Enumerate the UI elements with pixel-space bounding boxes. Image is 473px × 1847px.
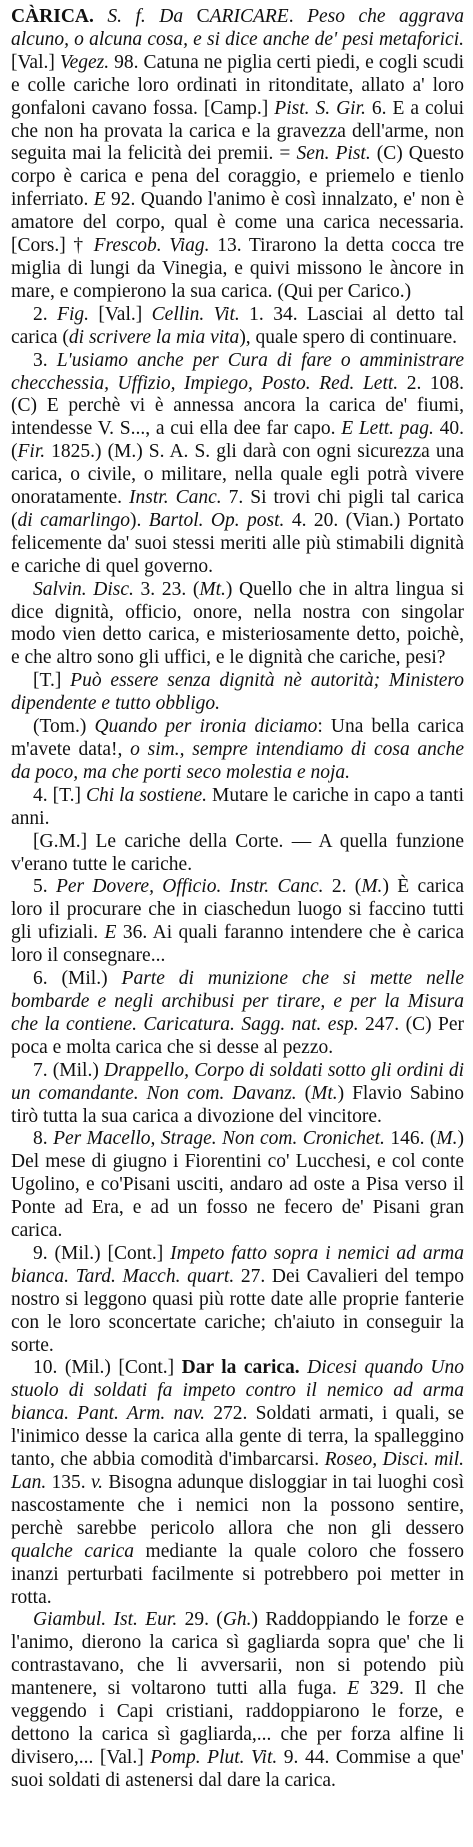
entry-paragraph [11,350,464,579]
text-run: 2. ( [323,876,362,898]
text-run: mediante la quale coloro che fossero inanzi perturbati facilmente si potrebbero poi metter in rotta. [11,1540,464,1608]
text-run: 8. [33,1128,54,1150]
text-run: ) Del mese di giugno i Fiorentini co' Lucchesi, e col conte Ugolino, e co'Pisani usciti, andaro ad oste a Pisa verso il Ponte ad Era, e ad un fosso ne fecero de' Pisani gran carica. [11,1128,465,1242]
text-run: 7. Si trovi chi pigli tal carica ( [11,487,465,531]
italic-text: Mt. [199,578,226,600]
italic-text: Sen. Pist. [296,143,371,165]
italic-text: Gh. [222,1609,252,1631]
text-run: 9. 44. Commise a que' suoi soldati di astenersi dal dare la carica. [11,1746,465,1791]
entry-paragraph [11,1357,464,1609]
text-run: 13. Tirarono la detta cocca tre miglia di lungi da Vinegia, e quivi missono le àncore in mare, e compierono la sua carica. (Qui per Carico.) [11,235,465,302]
text-run: ) Quello che in altra lingua si dice dignità, officio, onore, nella nostra con singolar modo vien detto carica, e misteriosamente detto, poichè, e che altro sono gli uffici, e le dignità che cariche, pesi? [11,578,464,669]
text-run: [Val.] [89,303,152,325]
text-run: 1. 34. Lasciai al detto tal carica ( [11,303,465,348]
text-run: 5. [33,876,56,898]
italic-text: Drappello, Corpo di soldati sotto gli ordini di un comandante. Non com. Davanz. [11,1059,464,1104]
italic-text: L'usiamo anche per Cura di fare o amministrare checchessia, Uffizio, Impiego, Posto. Red. Lett. [11,349,465,394]
italic-text: Dicesi quando Uno stuolo di soldati fa impeto contro il nemico ad arma bianca. Pant. Arm. nav. [11,1357,465,1425]
italic-text: E [104,922,117,944]
text-run: ). [130,509,149,531]
italic-text: Chi la sostiene. [85,784,208,806]
text-run: C [196,6,210,27]
italic-text: Vegez. [59,51,110,73]
text-run: 135. [46,1472,91,1493]
text-run: 3. [33,349,57,371]
entry-paragraph [11,1060,464,1129]
bold-text: Dar la carica. [181,1357,300,1379]
italic-text: o sim., sempre intendiamo di cosa anche da poco, ma che porti seco molestia e noja. [11,739,464,783]
italic-text: E Lett. pag. [341,418,434,440]
italic-text: Instr. Canc. [129,487,222,509]
italic-text: Giambul. Ist. Eur. [33,1609,178,1631]
text-run: [T.] [33,670,71,692]
text-run: . [288,6,308,27]
entry-paragraph [11,785,464,831]
text-run: 272. Soldati armati, i quali, se l'inimico desse la carica alla gente di terra, la spalleggino tanto, che abbia comodità d'imbarcarsi. [11,1403,464,1471]
text-run: ) È carica loro il procurare che in ciaschedun luogo si faccino tutti gli ufiziali. [11,876,465,944]
italic-text: Per Dovere, Officio. Instr. Canc. [55,876,324,898]
text-run: 146. ( [384,1128,437,1150]
italic-text: E [93,189,106,211]
text-run: 4. 20. (Vian.) Portato felicemente da' suoi stessi meriti alle più stimabili dignità e cariche di quel governo. [11,509,464,577]
entry-paragraph [11,1609,464,1792]
entry-paragraph [11,1128,464,1243]
entry-paragraph [11,579,464,671]
text-run: 10. (Mil.) [Cont.] [33,1357,182,1379]
entry-paragraph [11,1243,464,1358]
italic-text: v. [90,1472,104,1493]
text-run: 29. ( [177,1609,223,1631]
entry-paragraph [11,876,464,968]
italic-text: Può essere senza dignità nè autorità; Ministero dipendente e tutto obbligo. [11,670,465,715]
text-run: [Val.] [11,51,60,73]
text-run: 2. [33,303,58,325]
text-run: 329. Il che veggendo i Capi cristiani, raddoppiarono le forze, e dettono la carica sì gagliarda,... che per forza alfine li divisero,... [Val.] [11,1678,464,1768]
text-run: : Una bella carica m'avete data!, [11,716,464,760]
italic-text: M. [436,1128,458,1150]
italic-text: M. [361,876,383,898]
entry-paragraph [11,6,464,304]
text-run: Bisogna adunque disloggiar in tai luoghi così nascostamente che i nemici non la possono sentire, perchè sarebbe pericolo allora che non gli dessero [11,1472,464,1539]
italic-text: di scrivere la mia vita [68,326,240,348]
text-run: 4. [T.] [33,784,86,806]
text-run: 1825.) (M.) S. A. S. gli darà con ogni sicurezza una carica, o civile, o militare, nella quale egli potrà vivere onoratamente. [11,441,464,509]
text-run: 6. E a colui che non ha provata la carica e la gravezza dell'arme, non seguita mai la felicità dei premii. = [11,97,465,165]
italic-text: Roseo, Disci. mil. Lan. [11,1449,464,1493]
italic-text: Frescob. Viag. [93,235,210,257]
italic-text: ARICARE [209,6,289,27]
text-run: ( [296,1082,312,1104]
bold-text: CÀRICA. [11,6,94,27]
italic-text: Pomp. Plut. Vit. [150,1746,278,1768]
italic-text: Cellin. Vit. [151,303,240,325]
text-run: 40. ( [11,418,465,463]
italic-text: Mt. [311,1082,338,1104]
italic-text: di camarlingo [17,509,130,531]
text-run: 92. Quando l'animo è così innalzato, e' non è amatore del corpo, qual è come una carica necessaria. [Cors.] † [11,189,464,257]
text-run: 247. (C) Per poca e molta carica che si desse al pezzo. [11,1013,464,1058]
italic-text: E [347,1678,360,1700]
entry-paragraph [11,670,464,716]
italic-text: Parte di munizione che si mette nelle bombarde e negli archibusi per tirare, e per la Misura che la contiene. Caricatura. Sagg. nat. esp. [11,968,465,1035]
italic-text: Impeto fatto sopra i nemici ad arma bianca. Tard. Macch. quart. [11,1242,464,1287]
italic-text: Salvin. Disc. [33,578,134,600]
entry-paragraph [11,304,464,350]
text-run: ) Raddoppiando le forze e l'animo, dierono la carica sì gagliarda sopra que' che li contrastavano, che li avversarii, non si potendo più mantenere, si voltarono tutti alla fuga. [11,1609,464,1700]
italic-text: Fir. [17,441,46,463]
italic-text: Fig. [57,303,89,325]
text-run: ), quale spero di continuare. [239,326,457,348]
italic-text: qualche carica [11,1540,135,1562]
italic-text: S. f. Da [93,6,197,27]
entry-paragraph [11,716,464,785]
text-run: (C) Questo corpo è carica e pena del coraggio, e priemelo e tienlo inferriato. [11,143,464,211]
italic-text: Bartol. Op. post. [148,509,285,531]
italic-text: Quando per ironia diciamo [94,716,318,738]
text-run: Mutare le cariche in capo a tanti anni. [11,784,464,829]
text-run: ) Flavio Sabino tirò tutta la sua carica a divozione del vincitore. [11,1082,464,1127]
text-run: [G.M.] Le cariche della Corte. — A quella funzione v'erano tutte le cariche. [11,830,464,875]
text-run: 2. 108. (C) E perchè vi è annessa ancora la carica de' fiumi, intendesse V. S..., a cui ella dee far capo. [11,372,464,440]
italic-text: Pist. S. Gir. [274,97,366,119]
text-run: 36. Ai quali faranno intendere che è carica loro il consegnare... [11,922,464,967]
text-run: 9. (Mil.) [Cont.] [33,1242,171,1264]
text-run: 6. (Mil.) [33,968,122,990]
italic-text: Peso che aggrava alcuno, o alcuna cosa, e si dice anche de' pesi metaforici. [11,6,465,50]
entry-paragraph [11,968,464,1060]
italic-text: Per Macello, Strage. Non com. Cronichet. [53,1128,385,1150]
text-run: 7. (Mil.) [33,1059,105,1081]
text-run: (Tom.) [33,716,95,738]
text-run: 98. Catuna ne piglia certi piedi, e cogli scudi e colle cariche loro ordinati in ritonditate, allato a' loro gonfaloni cavano fossa. [Camp.] [11,51,465,119]
text-run: 27. Dei Cavalieri del tempo nostro si leggono quasi più rotte date alle proprie fanterie con le loro sconcertate cariche; ch'aiuto in conseguir la sorte. [11,1265,464,1356]
text-run: 3. 23. ( [133,578,200,600]
entry-paragraph [11,831,464,877]
